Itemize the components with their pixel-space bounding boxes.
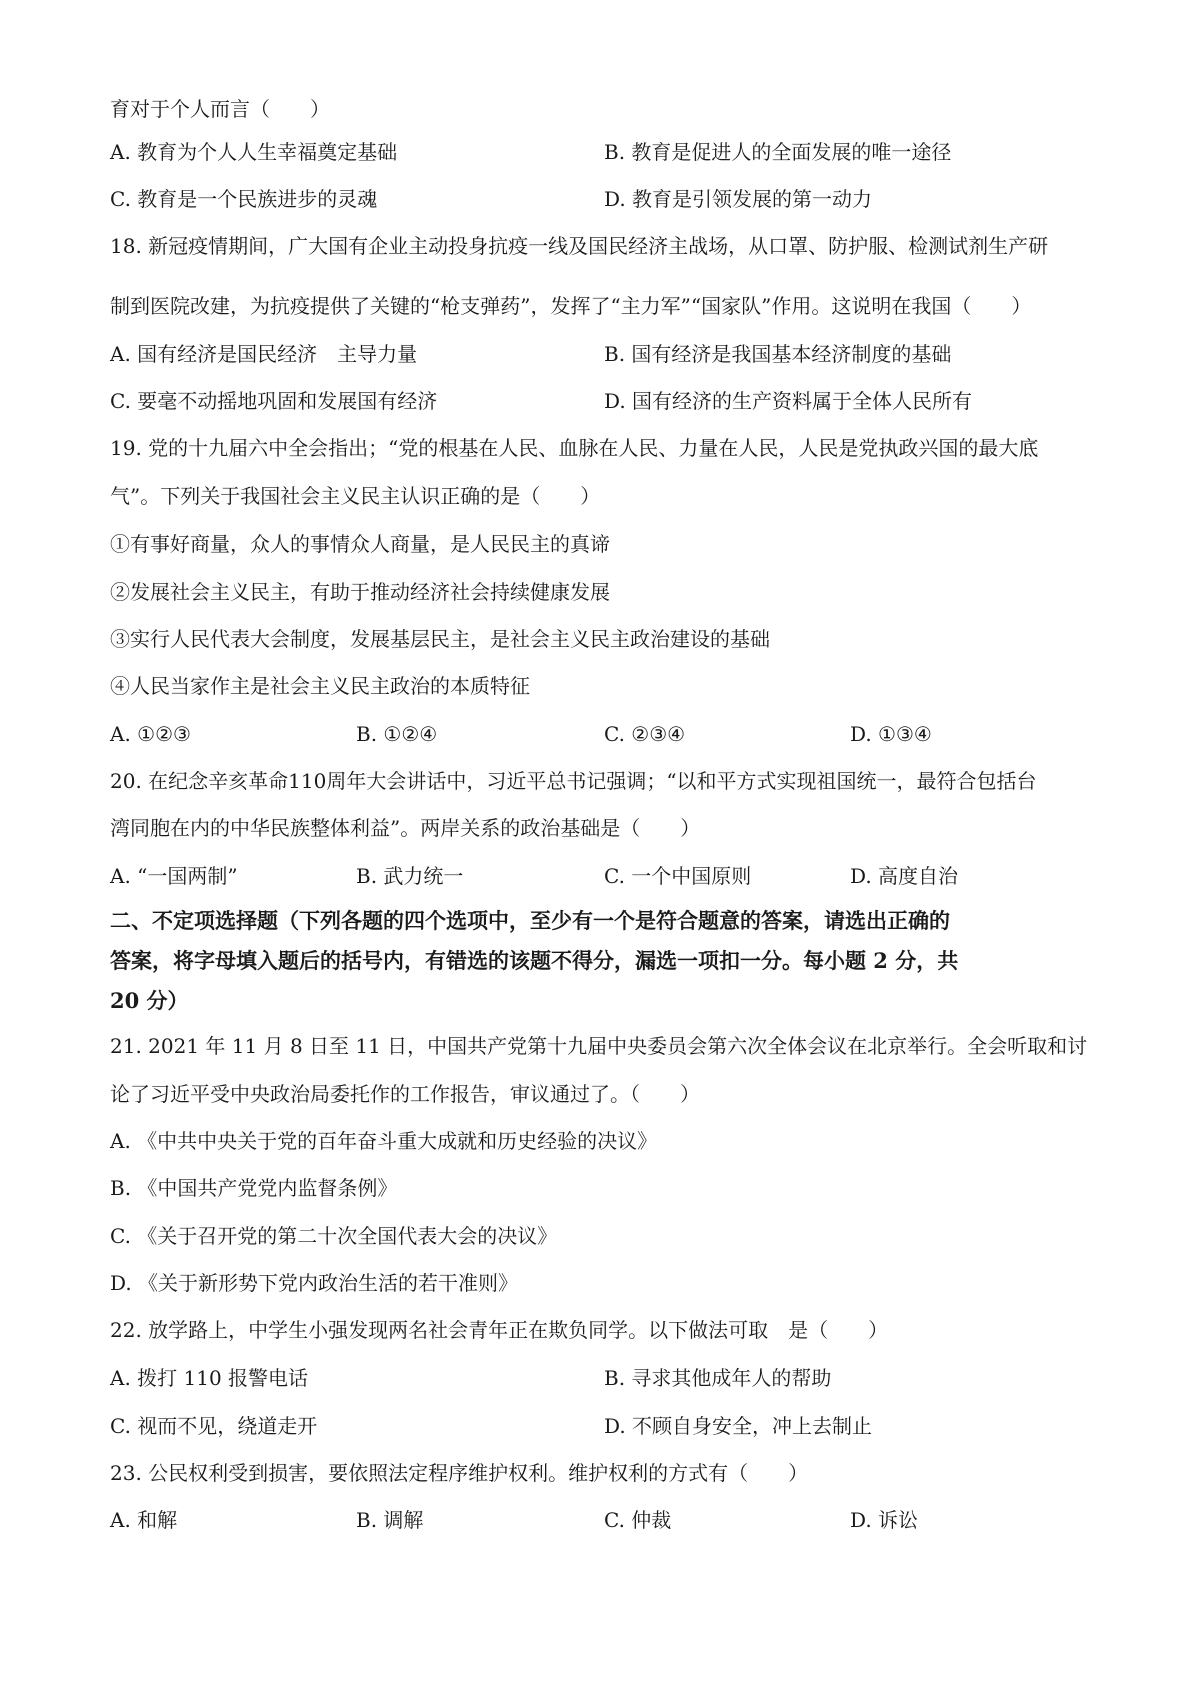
q19-option-c: C. ②③④ — [604, 722, 686, 746]
q20-option-b: B. 武力统一 — [356, 864, 464, 888]
q20-option-d: D. 高度自治 — [850, 864, 959, 888]
q21-stem-line1: 21. 2021 年 11 月 8 日至 11 日，中国共产党第十九届中央委员会第六次全体会议在北京举行。全会听取和讨 — [110, 1034, 1088, 1058]
q19-statement-4: ④人民当家作主是社会主义民主政治的本质特征 — [110, 674, 530, 698]
q22-option-b: B. 寻求其他成年人的帮助 — [604, 1366, 832, 1390]
q20-option-a: A. “一国两制” — [110, 864, 238, 888]
q22-option-c: C. 视而不见，绕道走开 — [110, 1414, 318, 1438]
q20-option-c: C. 一个中国原则 — [604, 864, 752, 888]
q22-stem-line1: 22. 放学路上，中学生小强发现两名社会青年正在欺负同学。以下做法可取 是（ ） — [110, 1318, 889, 1342]
q21-option-a: A. 《中共中央关于党的百年奋斗重大成就和历史经验的决议》 — [110, 1129, 658, 1153]
q23-option-b: B. 调解 — [356, 1508, 424, 1532]
q23-option-c: C. 仲裁 — [604, 1508, 672, 1532]
q18-option-c: C. 要毫不动摇地巩固和发展国有经济 — [110, 389, 438, 413]
q18-option-a: A. 国有经济是国民经济 主导力量 — [110, 342, 418, 366]
q21-option-c: C. 《关于召开党的第二十次全国代表大会的决议》 — [110, 1224, 558, 1248]
q17-option-a: A. 教育为个人人生幸福奠定基础 — [110, 140, 398, 164]
q21-stem-line2: 论了习近平受中央政治局委托作的工作报告，审议通过了。（ ） — [110, 1082, 700, 1106]
q23-stem-line1: 23. 公民权利受到损害，要依照法定程序维护权利。维护权利的方式有（ ） — [110, 1461, 809, 1485]
q21-option-d: D. 《关于新形势下党内政治生活的若干准则》 — [110, 1271, 519, 1295]
q21-option-b: B. 《中国共产党党内监督条例》 — [110, 1176, 398, 1200]
q17-stem-tail: 育对于个人而言（ ） — [110, 97, 330, 121]
q17-option-c: C. 教育是一个民族进步的灵魂 — [110, 187, 378, 211]
q22-option-a: A. 拨打 110 报警电话 — [110, 1366, 309, 1390]
q23-option-a: A. 和解 — [110, 1508, 178, 1532]
q17-option-b: B. 教育是促进人的全面发展的唯一途径 — [604, 140, 952, 164]
q20-stem-line2: 湾同胞在内的中华民族整体利益”。两岸关系的政治基础是（ ） — [110, 816, 701, 840]
q17-option-d: D. 教育是引领发展的第一动力 — [604, 187, 873, 211]
q19-option-a: A. ①②③ — [110, 722, 191, 746]
q19-statement-3: ③实行人民代表大会制度，发展基层民主，是社会主义民主政治建设的基础 — [110, 627, 770, 651]
q23-option-d: D. 诉讼 — [850, 1508, 919, 1532]
q19-stem-line1: 19. 党的十九届六中全会指出；“党的根基在人民、血脉在人民、力量在人民，人民是党执政兴国的最大底 — [110, 436, 1039, 460]
q18-stem-line1: 18. 新冠疫情期间，广大国有企业主动投身抗疫一线及国民经济主战场，从口罩、防护服、检测试剂生产研 — [110, 234, 1049, 258]
section-2-heading-line1: 二、不定项选择题（下列各题的四个选项中，至少有一个是符合题意的答案，请选出正确的 — [110, 908, 950, 933]
section-2-heading-line3: 20 分） — [110, 988, 189, 1013]
q20-stem-line1: 20. 在纪念辛亥革命110周年大会讲话中，习近平总书记强调；“以和平方式实现祖国统一，最符合包括台 — [110, 769, 1037, 793]
q18-stem-line2: 制到医院改建，为抗疫提供了关键的“枪支弹药”，发挥了“主力军”“国家队”作用。这说明在我国（ ） — [110, 294, 1032, 318]
q19-statement-2: ②发展社会主义民主，有助于推动经济社会持续健康发展 — [110, 580, 610, 604]
q19-stem-line2: 气”。下列关于我国社会主义民主认识正确的是（ ） — [110, 484, 601, 508]
q18-option-d: D. 国有经济的生产资料属于全体人民所有 — [604, 389, 973, 413]
q19-statement-1: ①有事好商量，众人的事情众人商量，是人民民主的真谛 — [110, 532, 610, 556]
q19-option-b: B. ①②④ — [356, 722, 438, 746]
section-2-heading-line2: 答案，将字母填入题后的括号内，有错选的该题不得分，漏选一项扣一分。每小题 2 分，共 — [110, 948, 959, 973]
q18-option-b: B. 国有经济是我国基本经济制度的基础 — [604, 342, 952, 366]
q19-option-d: D. ①③④ — [850, 722, 932, 746]
q22-option-d: D. 不顾自身安全，冲上去制止 — [604, 1414, 873, 1438]
